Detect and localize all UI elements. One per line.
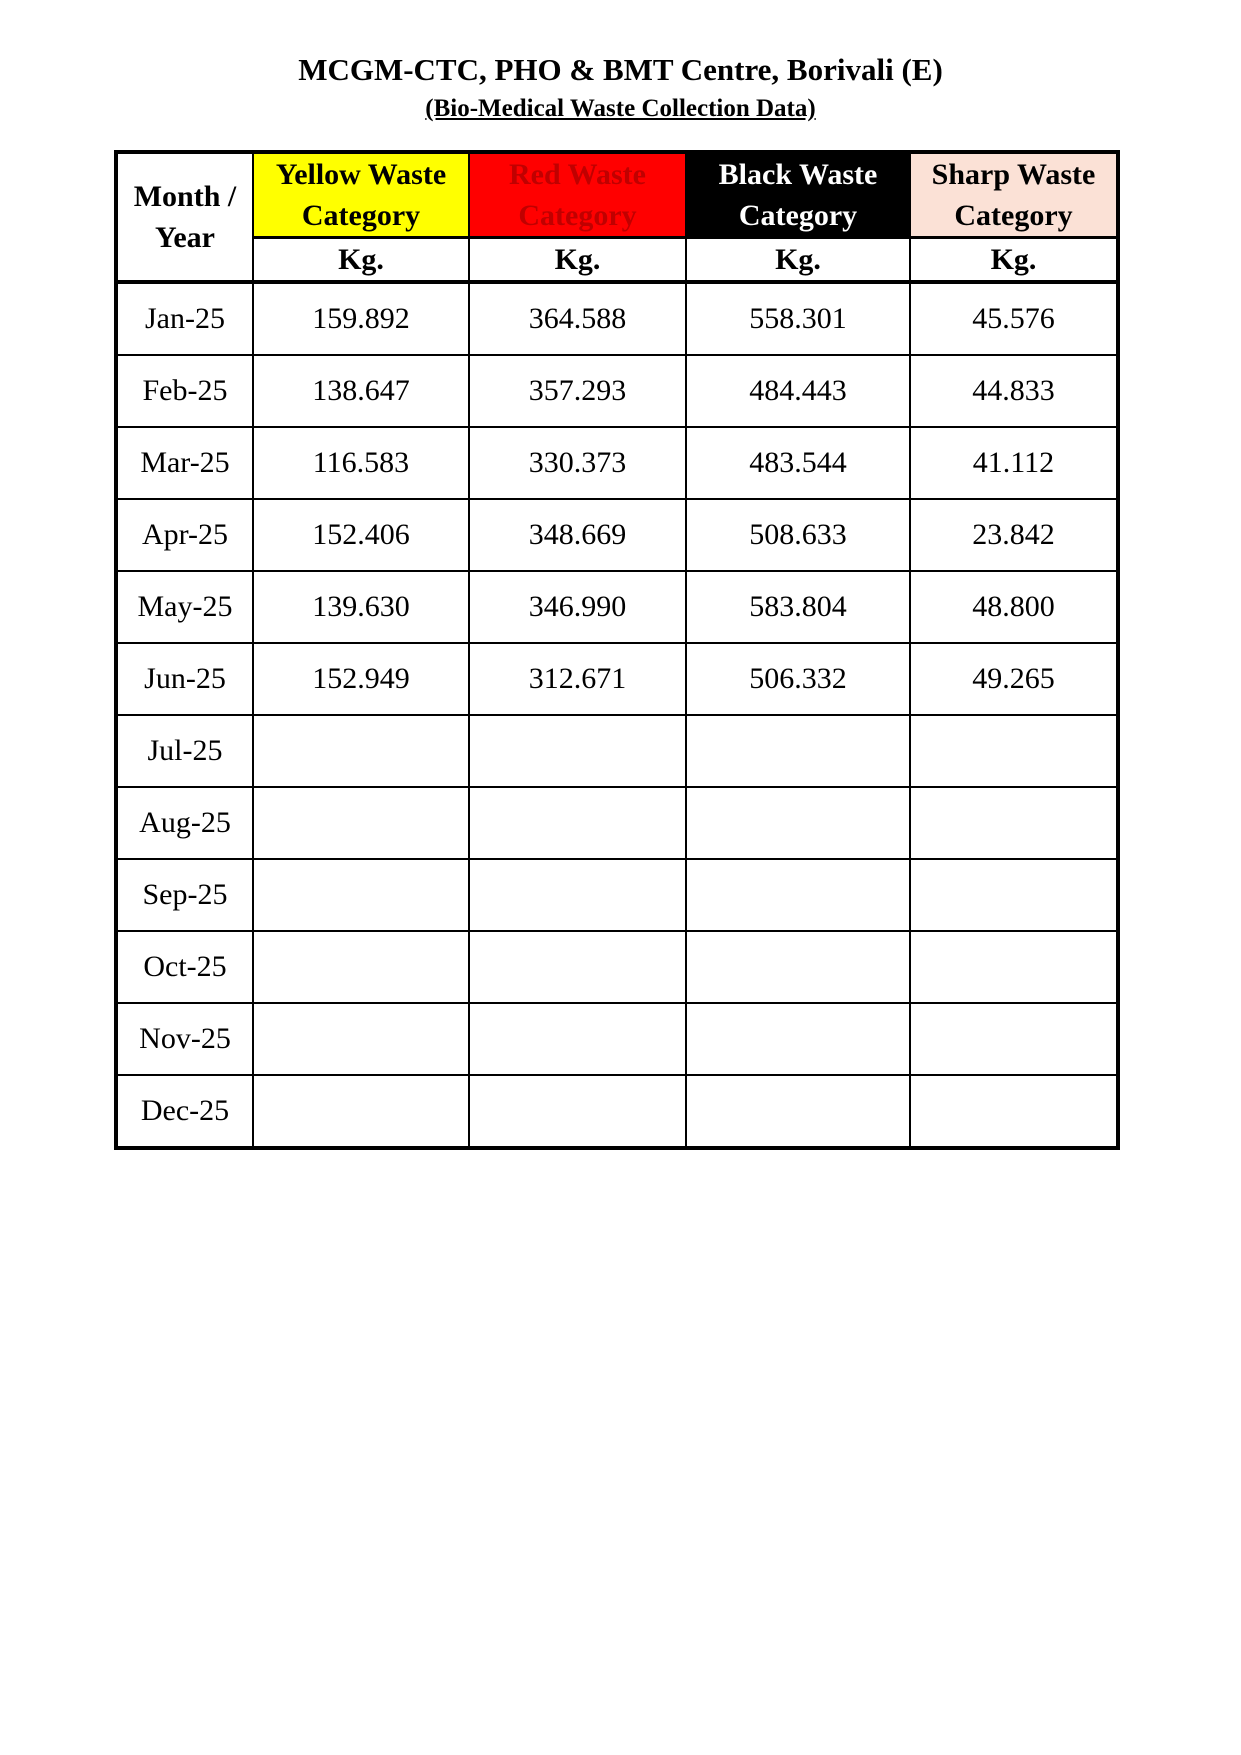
red-waste-cell: 330.373	[469, 427, 686, 499]
yellow-waste-cell	[253, 1075, 469, 1148]
red-waste-cell	[469, 859, 686, 931]
table-header	[116, 152, 1118, 282]
yellow-waste-cell: 139.630	[253, 571, 469, 643]
yellow-waste-cell	[253, 787, 469, 859]
sharp-waste-cell: 45.576	[910, 282, 1118, 355]
yellow-waste-cell	[253, 1003, 469, 1075]
sharp-waste-cell: 48.800	[910, 571, 1118, 643]
yellow-waste-cell	[253, 859, 469, 931]
month-cell: Aug-25	[116, 787, 253, 859]
black-unit-header: Kg.	[686, 238, 910, 283]
yellow-waste-cell: 152.949	[253, 643, 469, 715]
yellow-waste-cell: 159.892	[253, 282, 469, 355]
month-cell: Dec-25	[116, 1075, 253, 1148]
table-row	[116, 859, 1118, 931]
month-cell: Jan-25	[116, 282, 253, 355]
black-waste-cell: 558.301	[686, 282, 910, 355]
sharp-waste-cell: 41.112	[910, 427, 1118, 499]
red-waste-cell	[469, 1003, 686, 1075]
red-waste-header: Red Waste Category	[469, 152, 686, 238]
table-row	[116, 1075, 1118, 1148]
yellow-waste-cell: 138.647	[253, 355, 469, 427]
table-row	[116, 643, 1118, 715]
table-body	[116, 282, 1118, 1148]
black-waste-header: Black Waste Category	[686, 152, 910, 238]
sharp-waste-cell: 49.265	[910, 643, 1118, 715]
black-waste-cell	[686, 931, 910, 1003]
sharp-waste-cell: 23.842	[910, 499, 1118, 571]
sharp-waste-cell	[910, 859, 1118, 931]
red-waste-cell: 346.990	[469, 571, 686, 643]
yellow-waste-cell: 152.406	[253, 499, 469, 571]
month-cell: Feb-25	[116, 355, 253, 427]
yellow-unit-header: Kg.	[253, 238, 469, 283]
month-year-header: Month / Year	[116, 152, 253, 282]
month-cell: Jun-25	[116, 643, 253, 715]
sharp-waste-cell	[910, 715, 1118, 787]
red-waste-cell: 312.671	[469, 643, 686, 715]
black-waste-cell	[686, 1003, 910, 1075]
table-row	[116, 499, 1118, 571]
yellow-waste-header: Yellow Waste Category	[253, 152, 469, 238]
month-cell: May-25	[116, 571, 253, 643]
sharp-waste-cell	[910, 1075, 1118, 1148]
sharp-waste-cell	[910, 931, 1118, 1003]
page-subtitle: (Bio-Medical Waste Collection Data)	[425, 95, 816, 122]
table-row	[116, 931, 1118, 1003]
table-row	[116, 355, 1118, 427]
sharp-unit-header: Kg.	[910, 238, 1118, 283]
sharp-waste-cell	[910, 1003, 1118, 1075]
black-waste-cell: 483.544	[686, 427, 910, 499]
red-waste-cell	[469, 715, 686, 787]
month-cell: Mar-25	[116, 427, 253, 499]
black-waste-cell: 508.633	[686, 499, 910, 571]
red-waste-cell	[469, 1075, 686, 1148]
yellow-waste-cell	[253, 931, 469, 1003]
table-row	[116, 571, 1118, 643]
yellow-waste-cell: 116.583	[253, 427, 469, 499]
black-waste-cell: 484.443	[686, 355, 910, 427]
table-row	[116, 1003, 1118, 1075]
month-cell: Jul-25	[116, 715, 253, 787]
page-title: MCGM-CTC, PHO & BMT Centre, Borivali (E)	[298, 52, 943, 87]
waste-collection-table	[114, 150, 1120, 1150]
red-waste-cell	[469, 787, 686, 859]
month-cell: Nov-25	[116, 1003, 253, 1075]
black-waste-cell: 583.804	[686, 571, 910, 643]
table-row	[116, 282, 1118, 355]
sharp-waste-cell: 44.833	[910, 355, 1118, 427]
table-row	[116, 427, 1118, 499]
sharp-waste-cell	[910, 787, 1118, 859]
red-waste-cell	[469, 931, 686, 1003]
month-cell: Apr-25	[116, 499, 253, 571]
red-waste-cell: 357.293	[469, 355, 686, 427]
black-waste-cell	[686, 715, 910, 787]
black-waste-cell	[686, 859, 910, 931]
red-waste-cell: 364.588	[469, 282, 686, 355]
yellow-waste-cell	[253, 715, 469, 787]
red-unit-header: Kg.	[469, 238, 686, 283]
month-cell: Oct-25	[116, 931, 253, 1003]
black-waste-cell	[686, 787, 910, 859]
sharp-waste-header: Sharp Waste Category	[910, 152, 1118, 238]
red-waste-cell: 348.669	[469, 499, 686, 571]
month-cell: Sep-25	[116, 859, 253, 931]
table-row	[116, 787, 1118, 859]
table-row	[116, 715, 1118, 787]
black-waste-cell: 506.332	[686, 643, 910, 715]
black-waste-cell	[686, 1075, 910, 1148]
